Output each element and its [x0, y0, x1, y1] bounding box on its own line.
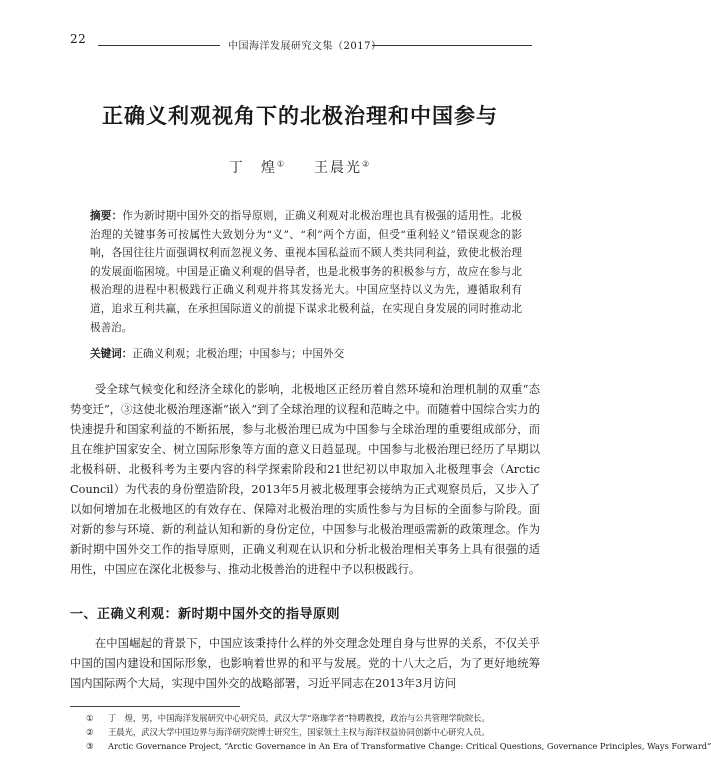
footnote-text: Arctic Governance Project, “Arctic Governance in An Era of Transformative Change: Critical Questions, Governance Principles, Ways Forward” [108, 741, 711, 751]
keywords-label: 关键词： [90, 348, 133, 360]
header-rule-left [98, 45, 220, 46]
author-line [0, 157, 600, 177]
footnote-text: 丁 煌，男，中国海洋发展研究中心研究员，武汉大学“珞珈学者”特聘教授，政治与公共管理学院院长。 [108, 713, 490, 723]
author-footnote-mark[interactable]: ① [276, 159, 286, 169]
article-title: 正确义利观视角下的北极治理和中国参与 [102, 103, 498, 128]
footnote-rule [70, 706, 240, 707]
running-head: 中国海洋发展研究文集（2017） [228, 41, 382, 52]
header-rule-right [372, 45, 532, 46]
keywords [90, 345, 522, 363]
body-paragraph: 受全球气候变化和经济全球化的影响，北极地区正经历着自然环境和治理机制的双重“态势变迁”，③这使北极治理逐渐“嵌入”到了全球治理的议程和范畴之中。而随着中国综合实力的快速提升和国家利益的不断拓展，参与北极治理已成为中国参与全球治理的重要组成部分，而且在维护国家安全、树立国际形象等方面的意义日趋显现。中国参与北极治理已经历了早期以北极科研、北极科考为主要内容的科学探索阶段和21世纪初以申取加入北极理事会（Arctic Council）为代表的身份塑造阶段，2013年5月被北极理事会接纳为正式观察员后，又步入了以如何增加在北极地区的有效存在、保障对北极治理的实质性参与为目标的全面参与阶段。面对新的参与环境、新的利益认知和新的身份定位，中国参与北极治理亟需新的政策理念。作为新时期中国外交工作的指导原则，正确义利观在认识和分析北极治理相关事务上具有很强的适用性，中国应在深化北极参与、推动北极善治的进程中予以积极践行。 [70, 383, 540, 576]
body-paragraph: 在中国崛起的背景下，中国应该秉持什么样的外交理念处理自身与世界的关系，不仅关乎中国的国内建设和国际形象，也影响着世界的和平与发展。党的十八大之后，为了更好地统筹国内国际两个大局，实现中国外交的战略部署，习近平同志在2013年3月访问 [70, 637, 540, 690]
author-footnote-mark[interactable]: ② [362, 159, 372, 169]
abstract [90, 207, 522, 337]
footnote [86, 740, 711, 752]
footnote-text: 王晨光，武汉大学中国边界与海洋研究院博士研究生，国家领土主权与海洋权益协同创新中心研究人员。 [108, 727, 490, 737]
footnote-mark: ② [86, 727, 94, 737]
author-name: 丁 煌 [228, 160, 277, 176]
abstract-label: 摘要： [90, 210, 123, 222]
footnote-mark: ③ [86, 741, 94, 751]
abstract-text: 作为新时期中国外交的指导原则，正确义利观对北极治理也具有极强的适用性。北极治理的关键事务可按属性大致划分为“义”、“利”两个方面，但受“重利轻义”错误观念的影响，各国往往片面强调权利而忽视义务、重视本国私益而不顾人类共同利益，致使北极治理的发展面临困境。中国是正确义利观的倡导者，也是北极事务的积极参与方，故应在参与北极治理的进程中积极践行正确义利观并将其发扬光大。中国应坚持以义为先，遵循取利有道，追求互利共赢，在承担国际道义的前提下谋求北极利益，在实现自身发展的同时推动北极善治。 [90, 210, 523, 334]
author-name: 王晨光 [314, 160, 362, 176]
footnote [86, 726, 546, 738]
section-heading: 一、正确义利观：新时期中国外交的指导原则 [70, 607, 341, 622]
page-number: 22 [70, 32, 87, 46]
footnote [86, 712, 546, 724]
keywords-text: 正确义利观；北极治理；中国参与；中国外交 [132, 348, 345, 360]
footnote-mark: ① [86, 713, 94, 723]
